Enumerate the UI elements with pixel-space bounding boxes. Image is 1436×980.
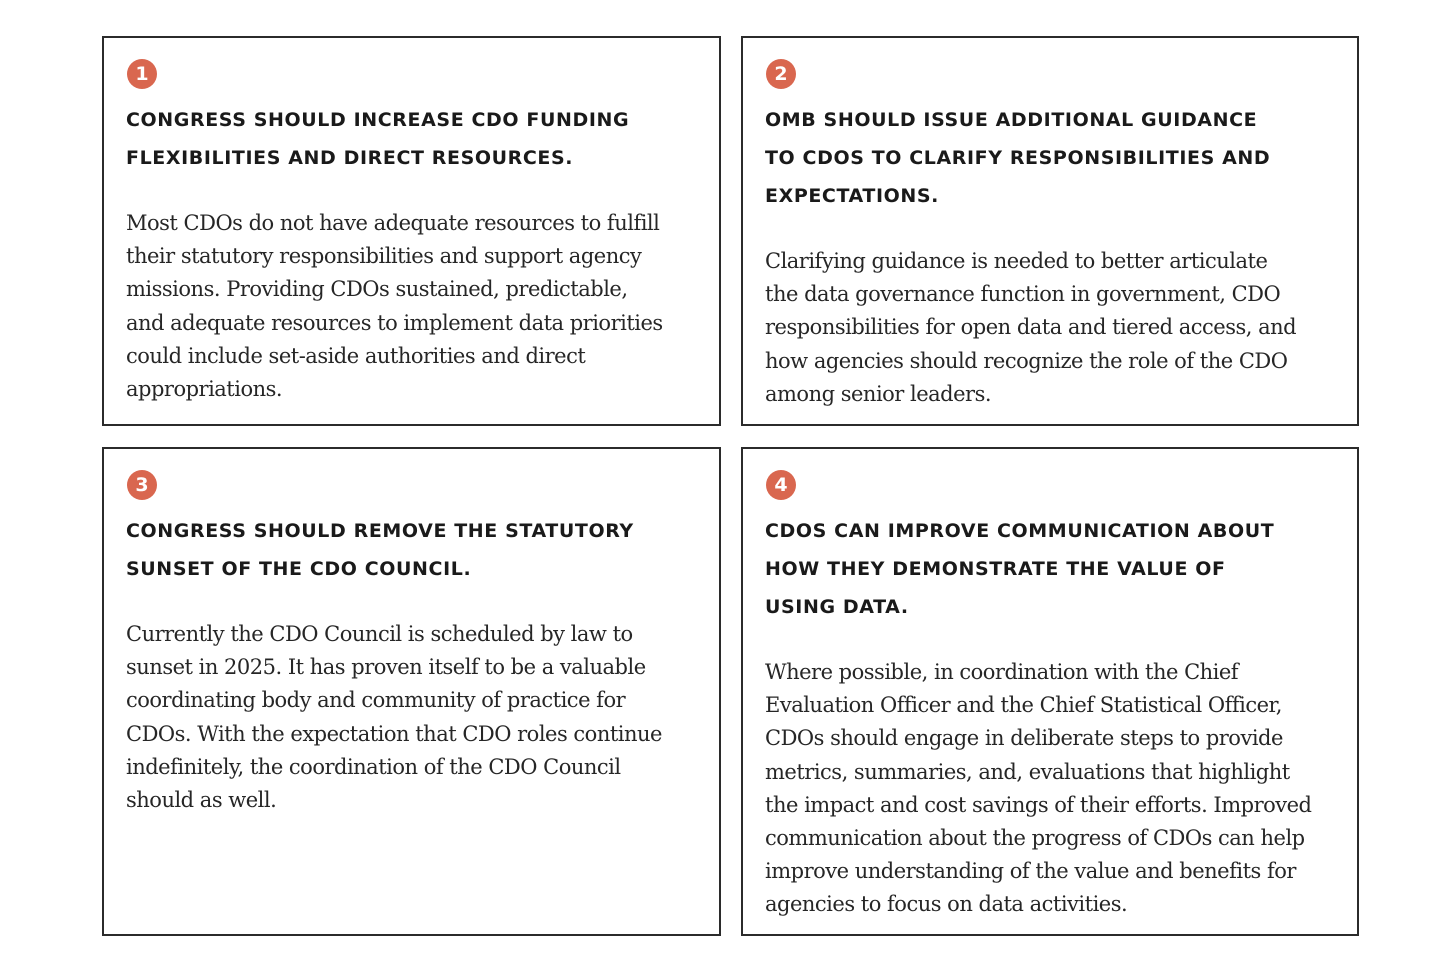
recommendation-card-2 <box>741 36 1359 426</box>
recommendation-heading: CONGRESS SHOULD INCREASE CDO FUNDING FLEXIBILITIES AND DIRECT RESOURCES. <box>126 109 630 169</box>
number-badge: 1 <box>127 59 157 89</box>
recommendation-body: Most CDOs do not have adequate resources to fulfill their statutory responsibilities and support agency missions. Providing CDOs sustained, predictable, and adequate resources to implement data priorities could include set-aside authorities and direct appropriations. <box>126 211 663 402</box>
recommendation-body: Clarifying guidance is needed to better articulate the data governance function in government, CDO responsibilities for open data and tiered access, and how agencies should recognize the role of the CDO among senior leaders. <box>765 249 1297 406</box>
recommendation-heading: OMB SHOULD ISSUE ADDITIONAL GUIDANCE TO CDOS TO CLARIFY RESPONSIBILITIES AND EXPECTATIONS. <box>765 109 1271 207</box>
recommendation-card-1 <box>102 36 721 426</box>
recommendation-card-4 <box>741 447 1359 936</box>
number-badge: 4 <box>766 470 796 500</box>
number-badge: 2 <box>766 59 796 89</box>
recommendation-heading: CDOS CAN IMPROVE COMMUNICATION ABOUT HOW THEY DEMONSTRATE THE VALUE OF USING DATA. <box>765 520 1275 618</box>
recommendation-body: Currently the CDO Council is scheduled by law to sunset in 2025. It has proven itself to be a valuable coordinating body and community of practice for CDOs. With the expectation that CDO roles continue indefinitely, the coordination of the CDO Council should as well. <box>126 622 662 813</box>
number-badge: 3 <box>127 470 157 500</box>
recommendation-heading: CONGRESS SHOULD REMOVE THE STATUTORY SUNSET OF THE CDO COUNCIL. <box>126 520 634 580</box>
recommendation-body: Where possible, in coordination with the Chief Evaluation Officer and the Chief Statistical Officer, CDOs should engage in deliberate steps to provide metrics, summaries, and, evaluations that highlight the impact and cost savings of their efforts. Improved communication about the progress of CDOs can help improve understanding of the value and benefits for agencies to focus on data activities. <box>765 660 1312 917</box>
recommendation-card-3 <box>102 447 721 936</box>
